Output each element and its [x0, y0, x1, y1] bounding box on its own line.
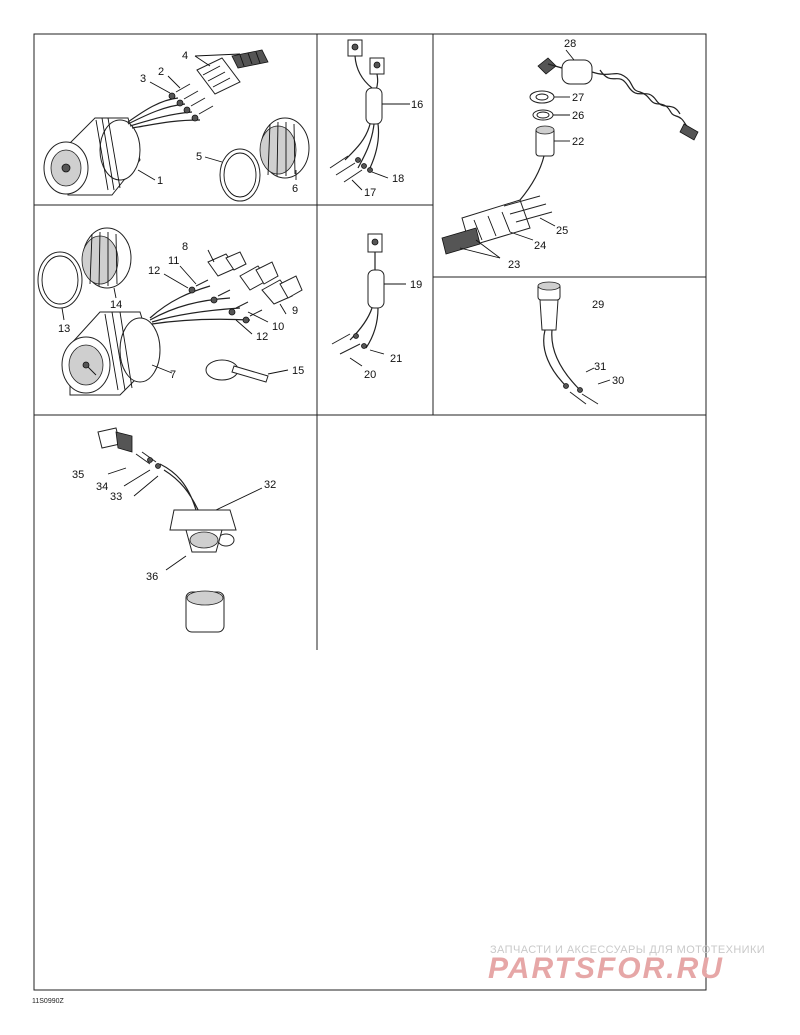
gauge-assembly-top [44, 50, 309, 201]
o-ring-13 [38, 252, 82, 308]
panel-grid [34, 34, 706, 990]
callout-28: 28 [564, 38, 577, 50]
callout-7: 7 [170, 369, 177, 381]
callout-20: 20 [364, 369, 377, 381]
callout-16: 16 [411, 99, 424, 111]
fuel-sender-assembly [72, 428, 276, 632]
callout-13: 13 [58, 323, 71, 335]
callout-34: 34 [96, 481, 109, 493]
callout-3: 3 [140, 73, 147, 85]
callout-10: 10 [272, 321, 285, 333]
callout-9: 9 [292, 305, 299, 317]
callout-21: 21 [390, 353, 403, 365]
callout-12-left: 12 [148, 265, 161, 277]
callout-18: 18 [392, 173, 405, 185]
gauge-assembly-bottom [38, 228, 304, 395]
connector-housing-4 [197, 50, 268, 94]
retaining-nut-6 [260, 118, 309, 178]
harness-16 [330, 40, 423, 199]
pins-2 [176, 84, 213, 114]
callout-15: 15 [292, 365, 305, 377]
callout-17: 17 [364, 187, 377, 199]
callout-31: 31 [594, 361, 607, 373]
tie-wrap-15 [206, 360, 268, 382]
catalog-code: 11S0990Z [32, 998, 64, 1005]
callout-24: 24 [534, 240, 547, 252]
connector-8 [208, 252, 246, 276]
sensor-29 [538, 282, 624, 404]
callout-25: 25 [556, 225, 569, 237]
callout-19: 19 [410, 279, 423, 291]
callout-8: 8 [182, 241, 189, 253]
callout-36: 36 [146, 571, 159, 583]
washer-27 [530, 91, 554, 103]
callout-23: 23 [508, 259, 521, 271]
terminals-3 [169, 93, 198, 121]
watermark-tagline: ЗАПЧАСТИ И АКСЕССУАРЫ ДЛЯ МОТОТЕХНИКИ [490, 944, 766, 956]
callout-22: 22 [572, 136, 585, 148]
callout-12-right: 12 [256, 331, 269, 343]
o-ring-26 [533, 110, 553, 120]
callout-32: 32 [264, 479, 277, 491]
callout-2: 2 [158, 66, 165, 78]
callout-14: 14 [110, 299, 123, 311]
callout-6: 6 [292, 183, 299, 195]
callout-33: 33 [110, 491, 123, 503]
callout-11: 11 [168, 255, 180, 267]
callout-1: 1 [157, 175, 164, 187]
callout-5: 5 [196, 151, 203, 163]
harness-19 [332, 234, 422, 381]
callout-4: 4 [182, 50, 189, 62]
callout-30: 30 [612, 375, 625, 387]
callout-26: 26 [572, 110, 585, 122]
callout-27: 27 [572, 92, 585, 104]
connector-35 [98, 428, 132, 452]
callout-35: 35 [72, 469, 85, 481]
watermark-logo: PARTSFOR.RU [488, 952, 724, 985]
o-ring-5 [220, 149, 260, 201]
retaining-nut-14 [82, 228, 131, 288]
sensor-cable-assembly [442, 38, 698, 271]
callout-29: 29 [592, 299, 605, 311]
